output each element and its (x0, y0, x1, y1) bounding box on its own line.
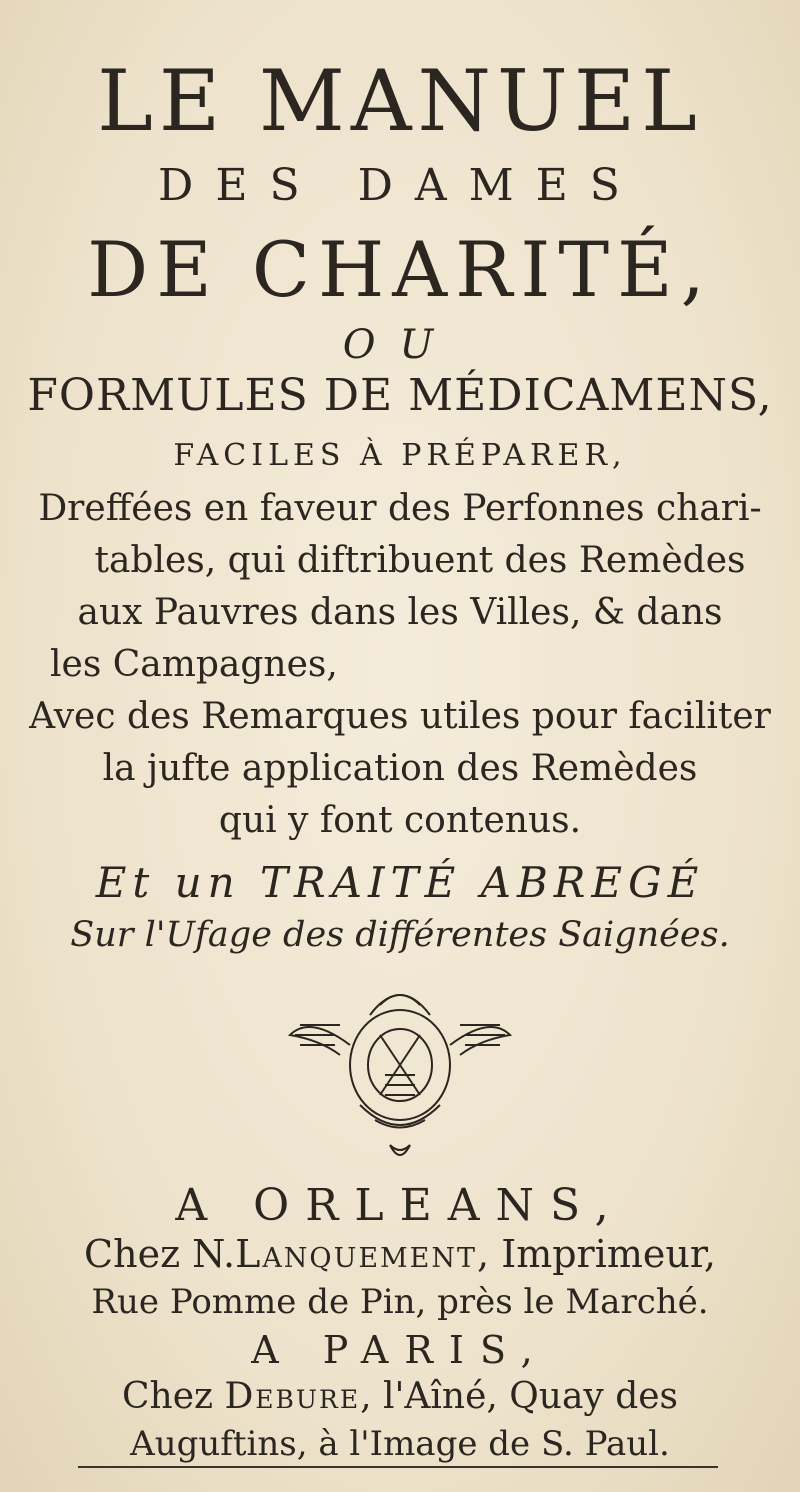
title-line-charite: DE CHARITÉ, (87, 225, 713, 314)
description-line-5: Avec des Remarques utiles pour faciliter (29, 696, 771, 737)
treatise-heading: Et un TRAITÉ ABREGÉ (95, 858, 705, 907)
printer-prefix: Chez N. (84, 1232, 236, 1276)
treatise-subheading: Sur l'Ufage des différentes Saignées. (70, 915, 730, 955)
seller-prefix: Chez (121, 1376, 213, 1417)
seller-suffix: , l'Aîné, Quay des (360, 1376, 679, 1417)
title-line-faciles: FACILES À PRÉPARER, (173, 438, 627, 473)
title-line-formules: FORMULES DE MÉDICAMENS, (27, 370, 773, 421)
imprint-city-orleans: A ORLEANS, (175, 1180, 625, 1231)
title-line-manuel: LE MANUEL (97, 52, 703, 150)
seller-name: Debure (224, 1376, 361, 1417)
title-line-dames: DES DAMES (158, 160, 642, 211)
description-line-6: la jufte application des Remèdes (102, 748, 698, 789)
description-line-7: qui y font contenus. (218, 800, 582, 841)
ornament-vignette-icon (280, 955, 520, 1185)
imprint-printer-address: Rue Pomme de Pin, près le Marché. (91, 1282, 709, 1322)
description-line-2: tables, qui diftribuent des Remèdes (94, 540, 746, 581)
imprint-seller-address: Auguftins, à l'Image de S. Paul. (130, 1424, 670, 1464)
imprint-printer (0, 1232, 800, 1276)
separator-rule (78, 1466, 718, 1468)
printer-name: Lanquement (235, 1232, 478, 1276)
printer-suffix: , Imprimeur, (477, 1232, 716, 1276)
title-line-ou: OU (342, 322, 458, 368)
description-line-3: aux Pauvres dans les Villes, & dans (77, 592, 723, 633)
description-line-4: les Campagnes, (50, 644, 338, 685)
description-line-1: Dreffées en faveur des Perfonnes chari- (38, 488, 762, 529)
imprint-seller (0, 1376, 800, 1417)
imprint-city-paris: A PARIS, (251, 1328, 549, 1372)
